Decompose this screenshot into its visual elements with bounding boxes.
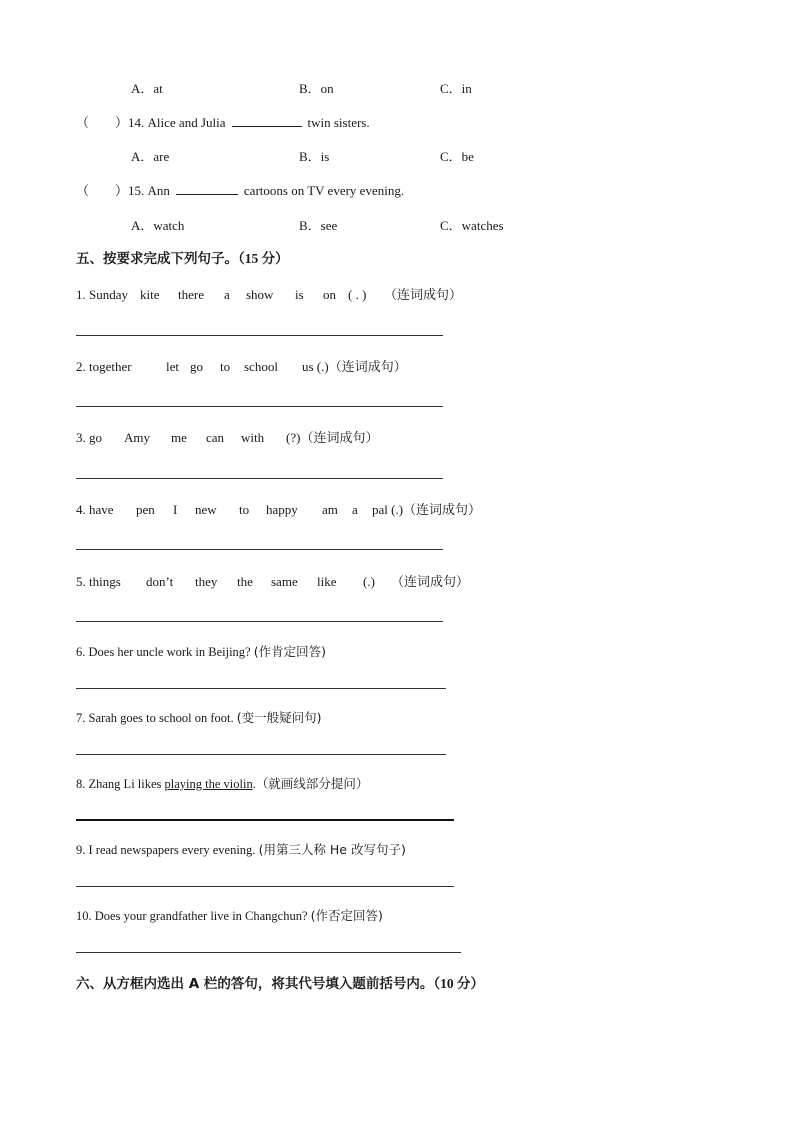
- item-5-word: the: [237, 574, 253, 589]
- item-1-word: on: [323, 287, 336, 302]
- item-3-word: (?): [286, 430, 301, 445]
- item-2-word: go: [190, 359, 203, 374]
- item-5-word: (.): [363, 574, 375, 589]
- item-1-word: is: [295, 287, 304, 302]
- item-4-word: a: [352, 502, 358, 517]
- item-9: [76, 840, 406, 858]
- item-8-text-before: 8. Zhang Li likes: [76, 777, 162, 791]
- item-9-text: 9. I read newspapers every evening.: [76, 843, 256, 857]
- item-5-word: 5. things: [76, 574, 121, 589]
- item-4-answer-line[interactable]: [76, 549, 443, 550]
- item-9-answer-line[interactable]: [76, 886, 454, 887]
- item-8: [76, 774, 368, 792]
- item-2-word: 2. together: [76, 359, 132, 374]
- q14-option-b[interactable]: B．is: [299, 149, 330, 164]
- item-10-answer-line[interactable]: [76, 952, 461, 953]
- item-8-answer-line[interactable]: [76, 819, 454, 821]
- item-3: [76, 427, 378, 446]
- item-3-word: can: [206, 430, 225, 445]
- item-4-word: happy: [266, 502, 298, 517]
- item-3-answer-line[interactable]: [76, 478, 443, 479]
- item-6-text: 6. Does her uncle work in Beijing?: [76, 645, 251, 659]
- item-2: [76, 356, 407, 375]
- item-1-word: kite: [140, 287, 160, 302]
- item-7: [76, 708, 322, 726]
- q13-option-a[interactable]: A．at: [131, 81, 163, 96]
- q15-option-a[interactable]: A．watch: [131, 218, 185, 233]
- item-8-instruction: （就画线部分提问）: [255, 776, 369, 791]
- item-3-word: 3. go: [76, 430, 102, 445]
- item-5: [76, 571, 469, 590]
- item-2-answer-line[interactable]: [76, 406, 443, 407]
- item-3-instruction: （连词成句）: [300, 431, 379, 446]
- item-7-instruction: (变一般疑问句): [236, 710, 322, 725]
- item-6-instruction: (作肯定回答): [253, 644, 326, 659]
- item-6-answer-line[interactable]: [76, 688, 446, 689]
- item-7-answer-line[interactable]: [76, 754, 446, 755]
- item-6: [76, 642, 326, 660]
- section5-points: （15 分）: [238, 251, 289, 266]
- item-7-text: 7. Sarah goes to school on foot.: [76, 711, 234, 725]
- item-10-instruction: (作否定回答): [310, 908, 383, 923]
- item-10-text: 10. Does your grandfather live in Changchun?: [76, 909, 308, 923]
- q15-option-c[interactable]: C．watches: [440, 218, 504, 233]
- item-4-instruction: （连词成句）: [403, 503, 482, 518]
- item-1-instruction: （连词成句）: [384, 288, 463, 303]
- section5-heading: [76, 247, 289, 267]
- item-2-word: to: [220, 359, 231, 374]
- item-5-instruction: （连词成句）: [391, 575, 470, 590]
- item-1-word: 1. Sunday: [76, 287, 128, 302]
- item-5-word: like: [317, 574, 337, 589]
- q15-text-after: cartoons on TV every evening.: [243, 183, 405, 198]
- section6-heading: [76, 972, 484, 992]
- item-4-word: pen: [136, 502, 155, 517]
- item-4-word: to: [239, 502, 250, 517]
- q15-answer-paren[interactable]: （ ）: [76, 183, 129, 198]
- section6-points: （10 分）: [433, 976, 484, 991]
- item-1-answer-line[interactable]: [76, 335, 443, 336]
- item-3-word: Amy: [124, 430, 150, 445]
- item-4-word: pal (.): [372, 502, 404, 517]
- q15-option-b[interactable]: B．see: [299, 218, 338, 233]
- item-9-instruction: (用第三人称 He 改写句子): [258, 842, 406, 857]
- item-10: [76, 906, 383, 924]
- item-1-word: show: [246, 287, 274, 302]
- item-5-word: don’t: [146, 574, 174, 589]
- item-8-text-after: .: [252, 777, 256, 791]
- q14-stem: [76, 112, 370, 131]
- item-4-word: am: [322, 502, 338, 517]
- item-2-word: school: [244, 359, 278, 374]
- item-4-word: 4. have: [76, 502, 114, 517]
- item-4-word: new: [195, 502, 217, 517]
- section5-title: 五、按要求完成下列句子。: [76, 251, 238, 267]
- item-1-word: a: [224, 287, 230, 302]
- item-3-word: me: [171, 430, 187, 445]
- item-8-underlined-phrase: playing the violin: [164, 777, 253, 791]
- q14-option-a[interactable]: A．are: [131, 149, 170, 164]
- item-1-word: ( . ): [348, 287, 367, 302]
- q14-option-c[interactable]: C．be: [440, 149, 474, 164]
- q13-option-b[interactable]: B．on: [299, 81, 334, 96]
- item-2-word: let: [166, 359, 179, 374]
- item-5-answer-line[interactable]: [76, 621, 443, 622]
- item-4: [76, 499, 481, 518]
- q15-blank[interactable]: [176, 182, 238, 195]
- item-2-word: us (.): [302, 359, 329, 374]
- item-1-word: there: [178, 287, 204, 302]
- q14-answer-paren[interactable]: （ ）: [76, 115, 129, 130]
- q13-option-c[interactable]: C．in: [440, 81, 472, 96]
- q14-text-before: 14. Alice and Julia: [128, 115, 226, 130]
- item-1: [76, 284, 462, 303]
- item-4-word: I: [173, 502, 178, 517]
- item-5-word: same: [271, 574, 298, 589]
- item-3-word: with: [241, 430, 265, 445]
- item-5-word: they: [195, 574, 218, 589]
- section6-title: 六、从方框内选出 A 栏的答句，将其代号填入题前括号内。: [76, 976, 434, 992]
- q14-blank[interactable]: [232, 114, 302, 127]
- q15-stem: [76, 180, 404, 199]
- item-2-instruction: （连词成句）: [328, 360, 407, 375]
- q14-text-after: twin sisters.: [307, 115, 370, 130]
- q15-text-before: 15. Ann: [128, 183, 170, 198]
